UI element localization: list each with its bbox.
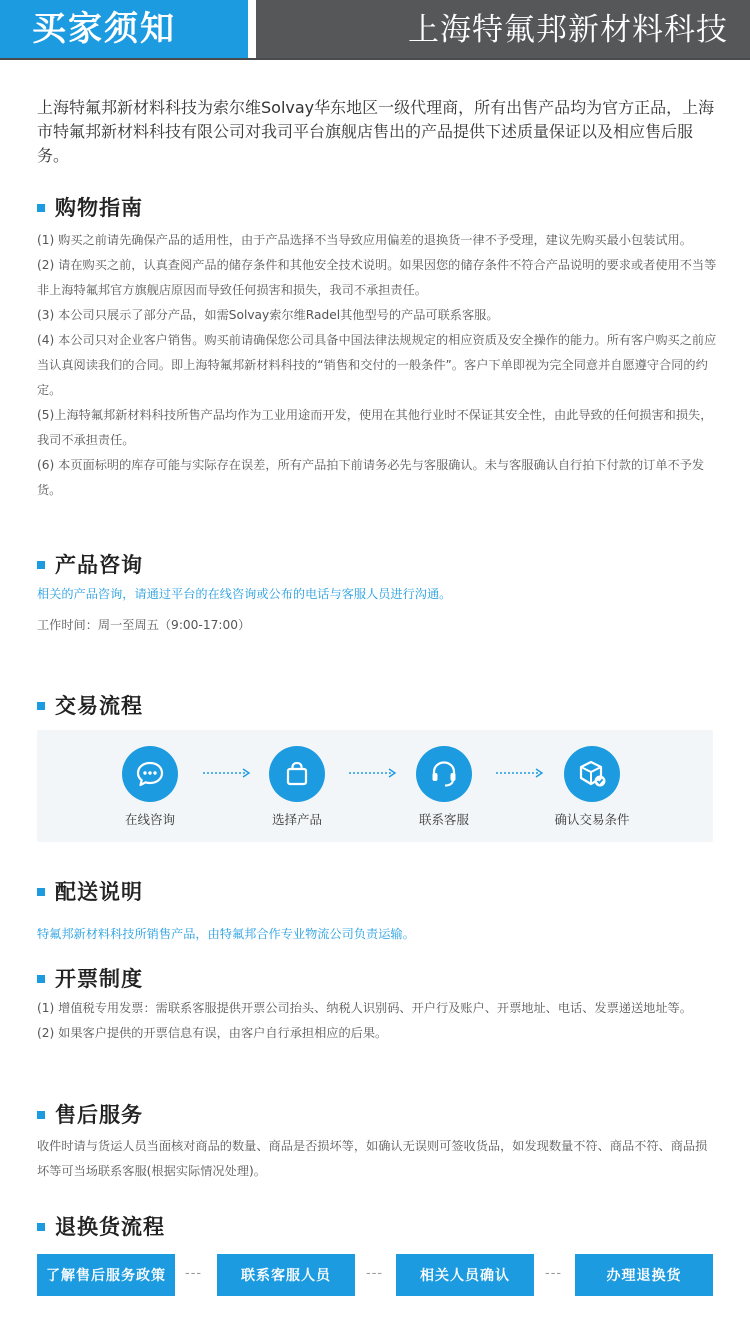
consultation-note: 相关的产品咨询，请通过平台的在线咨询或公布的电话与客服人员进行沟通。 [37,587,452,601]
section-heading: 产品咨询 [55,553,143,577]
section-shopping-guide-title [37,192,143,222]
working-hours: 工作时间：周一至周五（9:00-17:00） [37,618,251,632]
delivery-text: 特氟邦新材料科技所销售产品，由特氟邦合作专业物流公司负责运输。 [37,927,415,941]
section-marker-icon [37,561,45,569]
section-heading: 开票制度 [55,967,143,991]
invoice-item: (2) 如果客户提供的开票信息有误，由客户自行承担相应的后果。 [37,1026,388,1040]
section-heading: 配送说明 [55,880,143,904]
return-step-separator: --- [545,1266,563,1281]
trade-flow-panel [37,730,713,842]
section-trade-flow-title [37,690,143,720]
intro-text: 上海特氟邦新材料科技为索尔维Solvay华东地区一级代理商，所有出售产品均为官方正品，上海市特氟邦新材料科技有限公司对我司平台旗舰店售出的产品提供下述质量保证以及相应售后服务。 [37,98,715,165]
section-consultation-title [37,549,143,579]
shopping-guide-list [37,228,717,503]
section-heading: 售后服务 [55,1103,143,1127]
section-heading: 退换货流程 [55,1215,165,1239]
section-invoice-title [37,963,143,993]
chat-icon [122,746,178,802]
trade-step [237,746,357,829]
section-marker-icon [37,1111,45,1119]
shopping-guide-item: (4) 本公司只对企业客户销售。购买前请确保您公司具备中国法律法规规定的相应资质及安全操作的能力。所有客户购买之前应当认真阅读我们的合同。即上海特氟邦新材料科技的“销售和交付的一般条件”。客户下单即视为完全同意并自愿遵守合同的约定。 [37,333,717,397]
header-divider [0,58,750,60]
box-check-icon [564,746,620,802]
trade-step [90,746,210,829]
shopping-guide-item: (1) 购买之前请先确保产品的适用性，由于产品选择不当导致应用偏差的退换货一律不予受理，建议先购买最小包装试用。 [37,233,692,247]
section-marker-icon [37,1223,45,1231]
trade-step [532,746,652,829]
trade-step [384,746,504,829]
return-step: 相关人员确认 [396,1254,534,1296]
section-heading: 购物指南 [55,196,143,220]
shopping-guide-item: (2) 请在购买之前，认真查阅产品的储存条件和其他安全技术说明。如果因您的储存条件不符合产品说明的要求或者使用不当等非上海特氟邦官方旗舰店原因而导致任何损害和损失，我司不承担责任。 [37,258,717,297]
section-marker-icon [37,702,45,710]
section-heading: 交易流程 [55,694,143,718]
section-after-sales-title [37,1099,143,1129]
return-step: 办理退换货 [575,1254,713,1296]
header-left-title: 买家须知 [32,9,176,49]
trade-step-label: 选择产品 [271,812,322,827]
shopping-guide-item: (6) 本页面标明的库存可能与实际存在误差，所有产品拍下前请务必先与客服确认。未与客服确认自行拍下付款的订单不予发货。 [37,458,705,497]
header-right-title: 上海特氟邦新材料科技 [408,12,728,48]
section-marker-icon [37,204,45,212]
return-step-separator: --- [185,1266,203,1281]
section-marker-icon [37,975,45,983]
section-delivery-title [37,876,143,906]
bag-icon [269,746,325,802]
section-marker-icon [37,888,45,896]
shopping-guide-item: (3) 本公司只展示了部分产品，如需Solvay索尔维Radel其他型号的产品可联系客服。 [37,308,499,322]
trade-step-label: 联系客服 [418,812,469,827]
shopping-guide-item: (5)上海特氟邦新材料科技所售产品均作为工业用途而开发，使用在其他行业时不保证其安全性，由此导致的任何损害和损失，我司不承担责任。 [37,408,713,447]
invoice-item: (1) 增值税专用发票：需联系客服提供开票公司抬头、纳税人识别码、开户行及账户、开票地址、电话、发票递送地址等。 [37,1001,692,1015]
return-step-separator: --- [366,1266,384,1281]
return-step: 联系客服人员 [217,1254,355,1296]
return-step: 了解售后服务政策 [37,1254,175,1296]
header-right-panel [256,0,750,58]
header-gap [248,0,256,58]
trade-step-label: 在线咨询 [124,812,175,827]
page-header [0,0,750,58]
section-return-flow-title [37,1211,165,1241]
invoice-list [37,996,717,1046]
after-sales-text: 收件时请与货运人员当面核对商品的数量、商品是否损坏等，如确认无误则可签收货品，如发现数量不符、商品不符、商品损坏等可当场联系客服(根据实际情况处理)。 [37,1139,708,1178]
header-left-panel [0,0,248,58]
headset-icon [416,746,472,802]
trade-step-label: 确认交易条件 [554,812,630,827]
